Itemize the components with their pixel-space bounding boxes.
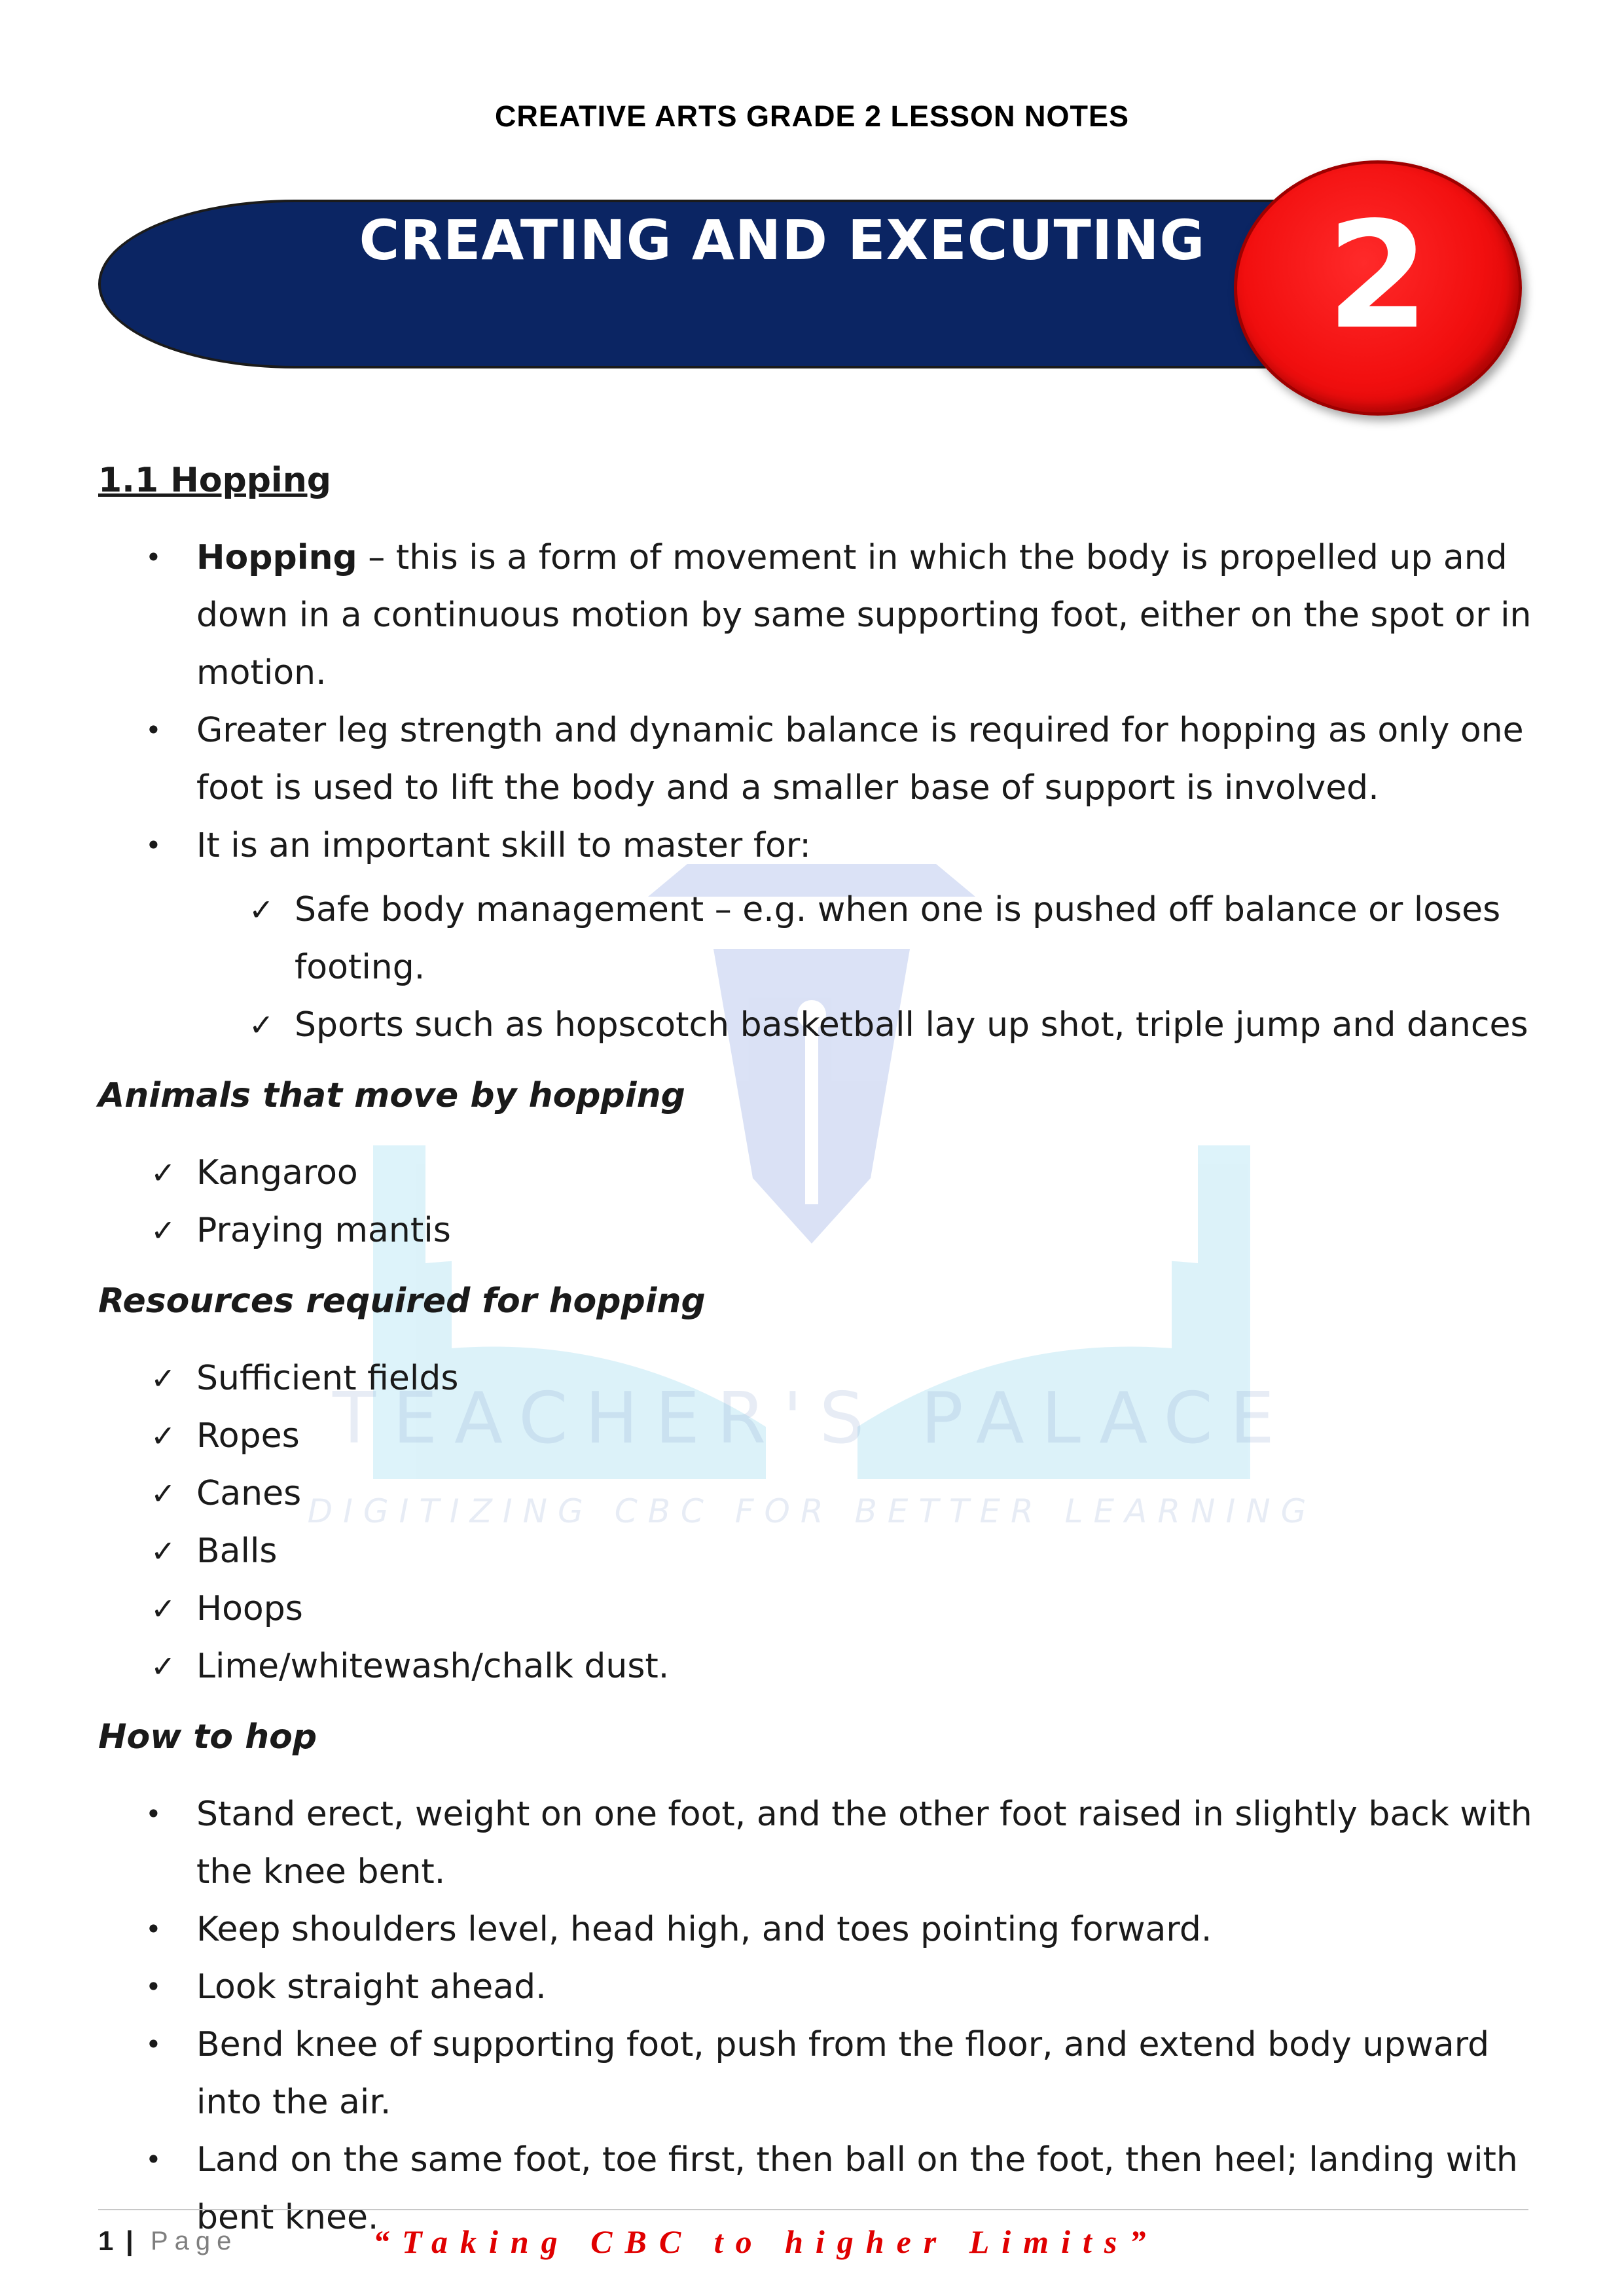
chapter-badge <box>1234 160 1522 416</box>
page-number: 1 <box>98 2225 114 2256</box>
list-item: • Bend knee of supporting foot, push from the floor, and extend body upward into the air. <box>98 2016 1538 2131</box>
list-item: ✓ Hoops <box>98 1580 1538 1638</box>
chapter-number: 2 <box>1326 190 1430 362</box>
how-to-list <box>98 1785 1538 2246</box>
list-item: ✓ Canes <box>98 1465 1538 1522</box>
section-heading: 1.1 Hopping <box>98 461 331 500</box>
document-header: CREATIVE ARTS GRADE 2 LESSON NOTES <box>494 99 1130 133</box>
footer-slogan: “Taking CBC to higher Limits” <box>373 2223 1159 2260</box>
list-item: • Land on the same foot, toe first, then ball on the foot, then heel; landing with bent knee. <box>98 2131 1538 2246</box>
watermark-tagline: DIGITIZING CBC FOR BETTER LEARNING <box>307 1492 1317 1530</box>
list-item: • Greater leg strength and dynamic balance is required for hopping as only one foot is used to lift the body and a smaller base of support is involved. <box>98 702 1538 817</box>
list-item: • Keep shoulders level, head high, and toes pointing forward. <box>98 1901 1538 1958</box>
list-item: • Stand erect, weight on one foot, and the other foot raised in slightly back with the knee bent. <box>98 1785 1538 1901</box>
page-footer <box>98 2225 1528 2265</box>
watermark-name: TEACHER'S PALACE <box>332 1378 1292 1460</box>
resources-list <box>98 1350 1538 1695</box>
page-separator: | <box>126 2225 134 2256</box>
lesson-content <box>98 452 1538 2253</box>
list-item: ✓ Kangaroo <box>98 1144 1538 1202</box>
list-item: • It is an important skill to master for: <box>98 817 1538 874</box>
list-item: ✓ Balls <box>98 1522 1538 1580</box>
list-item: ✓ Ropes <box>98 1407 1538 1465</box>
animals-heading: Animals that move by hopping <box>98 1076 685 1115</box>
definition-text: – this is a form of movement in which the body is propelled up and down in a continuous motion by same supporting foot, either on the spot or in motion. <box>196 538 1532 692</box>
skill-importance-list <box>98 881 1538 1054</box>
page-label: Page <box>151 2227 238 2255</box>
list-item <box>98 529 1538 702</box>
list-item: ✓ Sports such as hopscotch basketball lay up shot, triple jump and dances <box>98 996 1538 1054</box>
hopping-definition-list <box>98 529 1538 874</box>
term-hopping: Hopping <box>196 538 357 577</box>
how-to-heading: How to hop <box>98 1717 317 1757</box>
chapter-title: CREATING AND EXECUTING <box>359 208 1206 272</box>
list-item: • Look straight ahead. <box>98 1958 1538 2016</box>
animals-list <box>98 1144 1538 1259</box>
footer-divider <box>98 2209 1528 2210</box>
list-item: ✓ Sufficient fields <box>98 1350 1538 1407</box>
list-item: ✓ Lime/whitewash/chalk dust. <box>98 1638 1538 1695</box>
list-item: ✓ Praying mantis <box>98 1202 1538 1259</box>
resources-heading: Resources required for hopping <box>98 1282 706 1321</box>
list-item: ✓ Safe body management – e.g. when one is pushed off balance or loses footing. <box>98 881 1538 996</box>
